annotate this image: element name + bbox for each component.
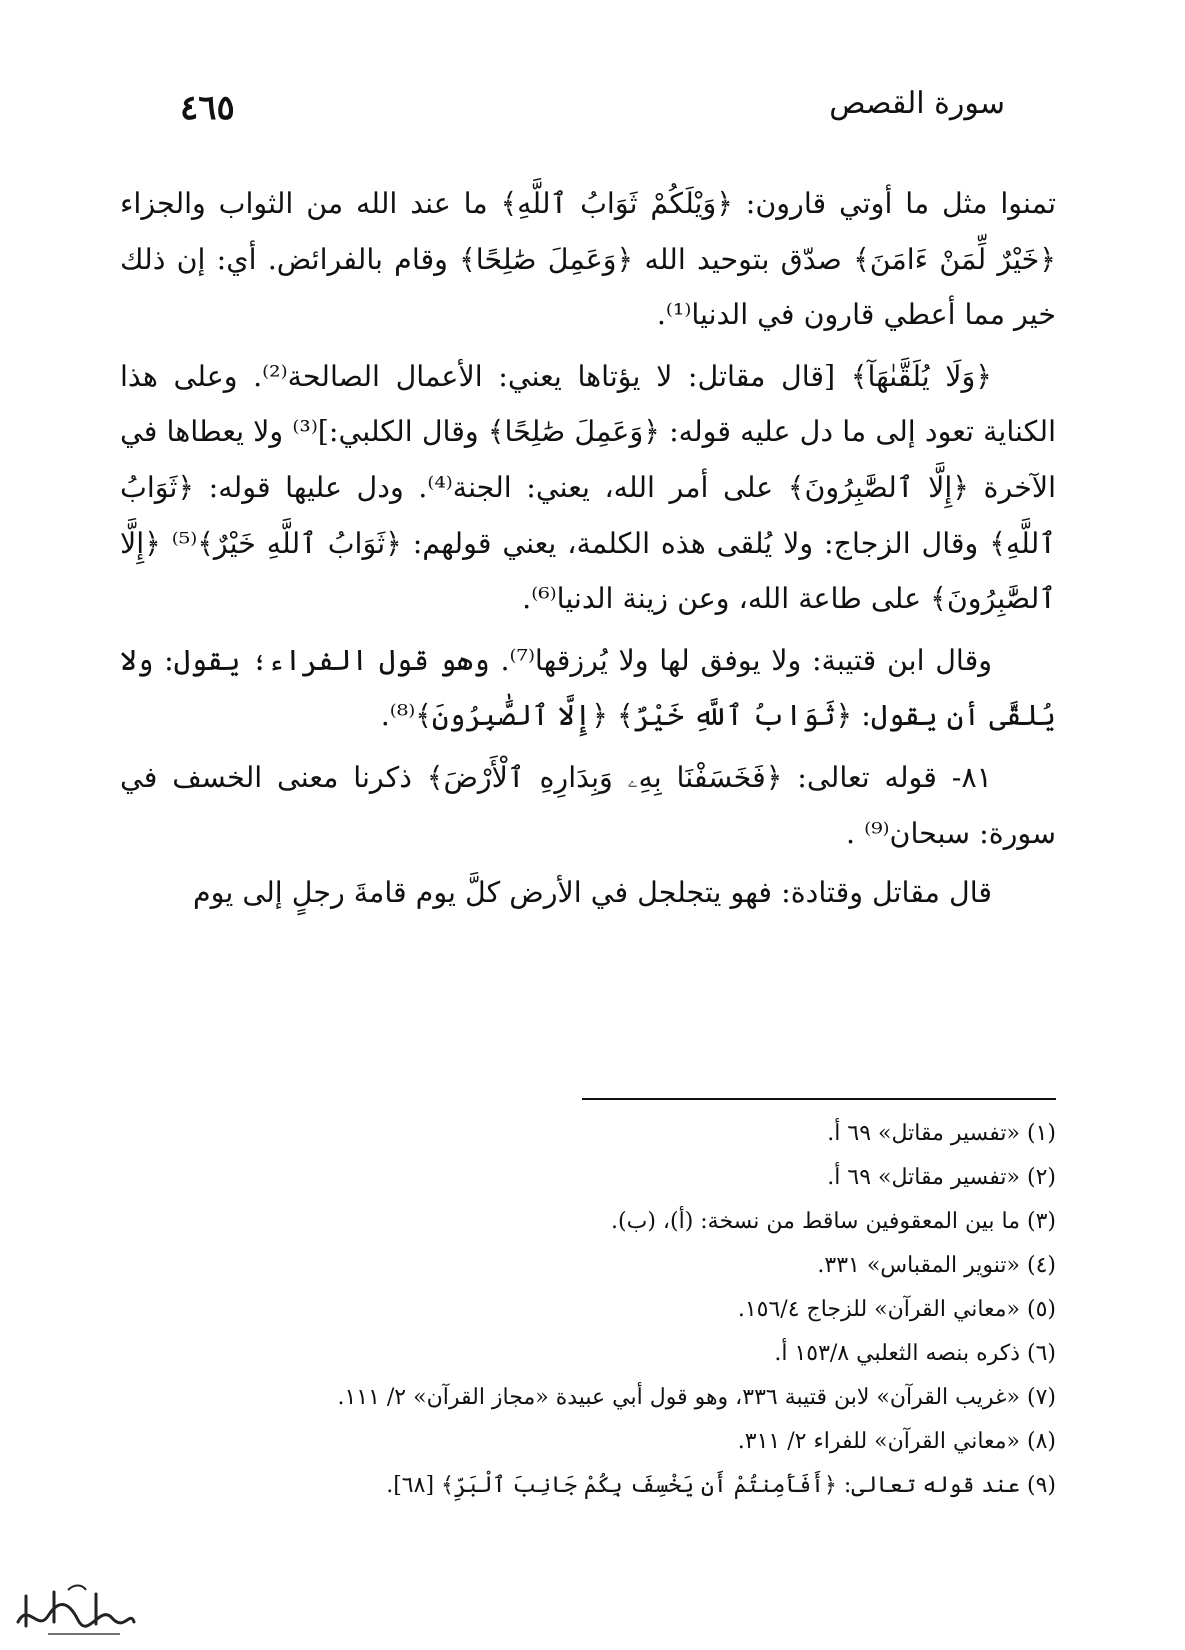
paragraph-1: تمنوا مثل ما أوتي قارون: ﴿وَيْلَكُمْ ثَوَابُ ٱللَّهِ﴾ ما عند الله من الثواب والجزاء ﴿خَيْرٌ لِّمَنْ ءَامَنَ﴾ صدّق بتوحيد الله ﴿وَعَمِلَ صَٰلِحًا﴾ وقام بالفرائض. أي: إن ذلك خير مما أعطي قارون في الدنيا⁽¹⁾. xyxy=(120,187,1056,332)
paragraph-4: ٨١- قوله تعالى: ﴿فَخَسَفْنَا بِهِۦ وَبِدَارِهِ ٱلْأَرْضَ﴾ ذكرنا معنى الخسف في سورة: سبحان⁽⁹⁾ . xyxy=(120,760,1056,850)
footnote-2: (٢) «تفسير مقاتل» ٦٩ أ. xyxy=(827,1165,1056,1190)
main-text xyxy=(120,176,1056,927)
paragraph-2: ﴿وَلَا يُلَقَّىٰهَآ﴾ [قال مقاتل: لا يؤتاها يعني: الأعمال الصالحة⁽²⁾. وعلى هذا الكناية تعود إلى ما دل عليه قوله: ﴿وَعَمِلَ صَٰلِحًا﴾ وقال الكلبي:]⁽³⁾ ولا يعطاها في الآخرة ﴿إِلَّا ٱلصَّٰبِرُونَ﴾ على أمر الله، يعني: الجنة⁽⁴⁾. ودل عليها قوله: ﴿ثَوَابُ ٱللَّهِ﴾ وقال الزجاج: ولا يُلقى هذه الكلمة، يعني قولهم: ﴿ثَوَابُ ٱللَّهِ خَيْرٌ﴾⁽⁵⁾ ﴿إِلَّا ٱلصَّٰبِرُونَ﴾ على طاعة الله، وعن زينة الدنيا⁽⁶⁾. xyxy=(120,359,1057,616)
footnote-4: (٤) «تنوير المقباس» ٣٣١. xyxy=(817,1253,1056,1278)
footnote-divider xyxy=(582,1098,1056,1100)
footnote-7: (٧) «غريب القرآن» لابن قتيبة ٣٣٦، وهو قول أبي عبيدة «مجاز القرآن» ٢/ ١١١. xyxy=(337,1385,1056,1410)
footnote-6: (٦) ذكره بنصه الثعلبي ١٥٣/٨ أ. xyxy=(774,1341,1056,1366)
footnote-8: (٨) «معاني القرآن» للفراء ٢/ ٣١١. xyxy=(737,1429,1056,1454)
footnote-9: (٩) عند قوله تعالى: ﴿أَفَأَمِنتُمْ أَن يَخْسِفَ بِكُمْ جَانِبَ ٱلْبَرِّ﴾ [٦٨]. xyxy=(386,1473,1056,1498)
page-number: ٤٦٥ xyxy=(180,88,235,128)
almustafa-logo-icon xyxy=(8,1582,140,1640)
paragraph-3: وقال ابن قتيبة: ولا يوفق لها ولا يُرزقها⁽⁷⁾. وهو قول الفراء؛ يقول: ولا يُلقَّى أن يقول: ﴿ثَوَابُ ٱللَّهِ خَيْرٌ﴾ ﴿إِلَّا ٱلصَّٰبِرُونَ﴾⁽⁸⁾. xyxy=(120,643,1056,733)
footnote-1: (١) «تفسير مقاتل» ٦٩ أ. xyxy=(827,1121,1056,1146)
surah-title: سورة القصص xyxy=(829,86,1005,121)
footnote-3: (٣) ما بين المعقوفين ساقط من نسخة: (أ)، (ب). xyxy=(611,1209,1056,1234)
footnote-5: (٥) «معاني القرآن» للزجاج ١٥٦/٤. xyxy=(737,1297,1056,1322)
footnotes xyxy=(120,1112,1056,1508)
paragraph-5: قال مقاتل وقتادة: فهو يتجلجل في الأرض كلَّ يوم قامةَ رجلٍ إلى يوم xyxy=(192,876,992,910)
